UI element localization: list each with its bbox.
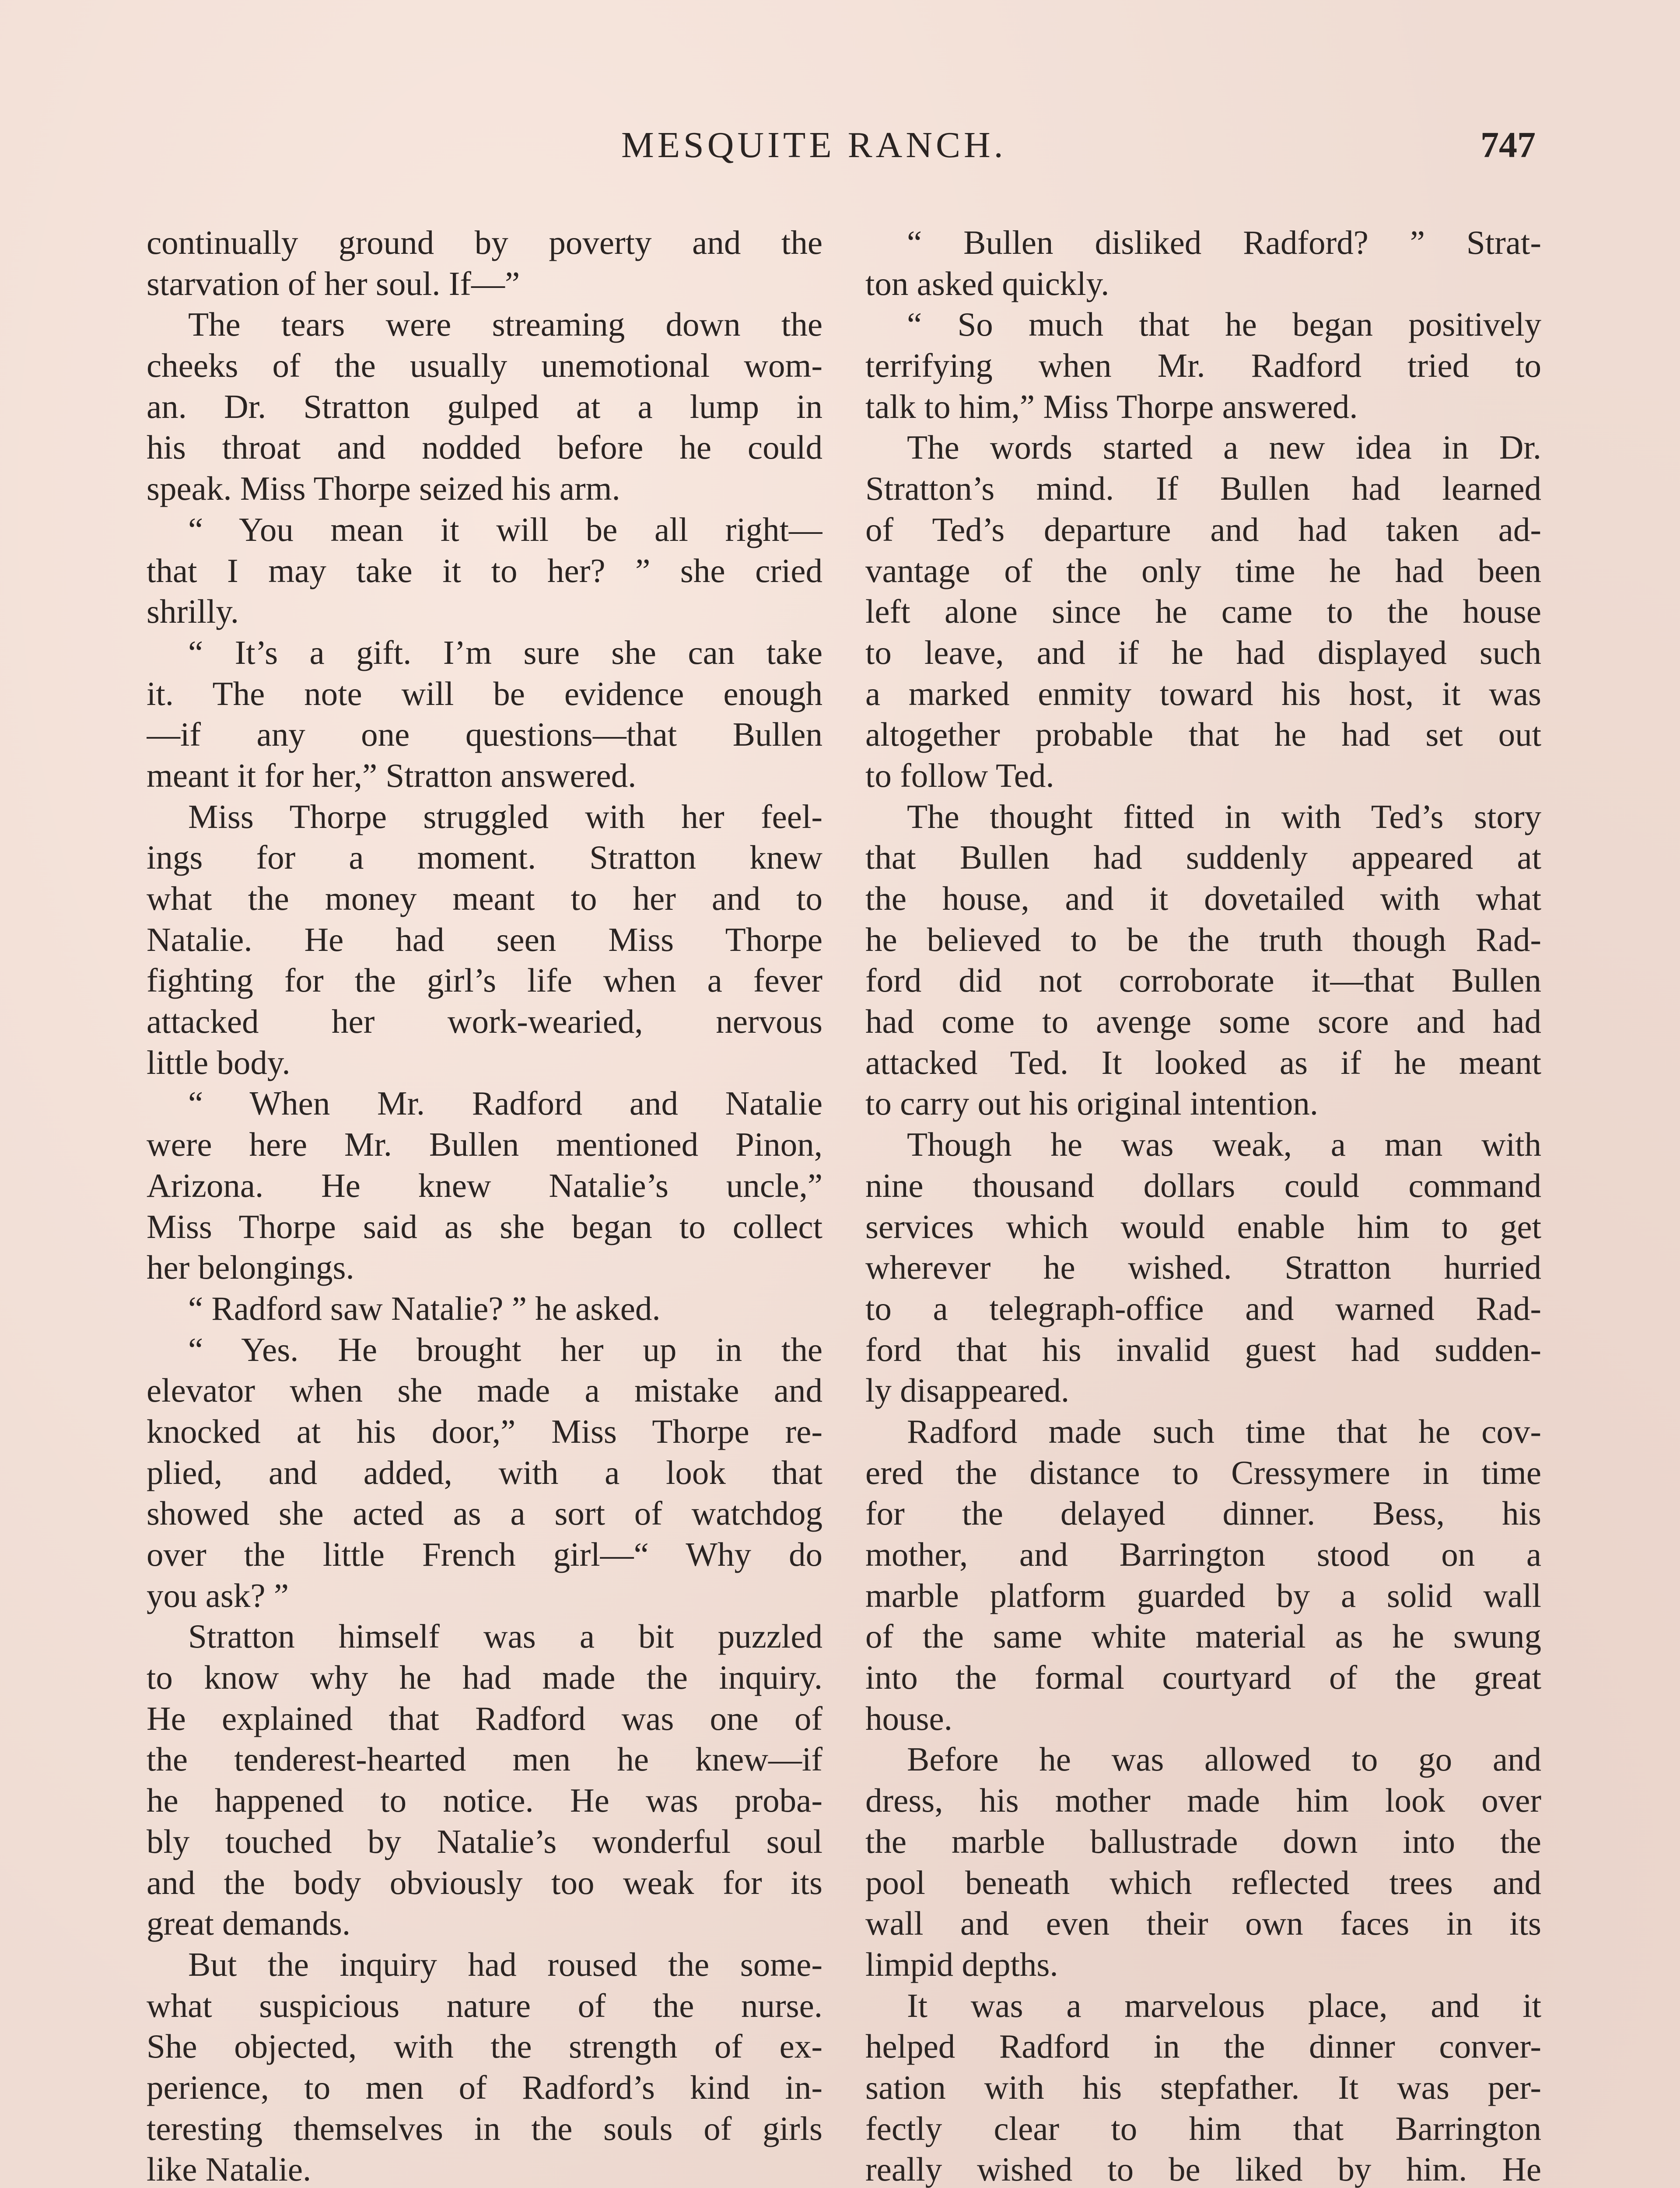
text-line: attacked her work-wearied, nervous xyxy=(147,1003,822,1041)
text-line: marble platform guarded by a solid wall xyxy=(865,1576,1541,1614)
text-line: speak. Miss Thorpe seized his arm. xyxy=(147,470,620,508)
text-line: knocked at his door,” Miss Thorpe re- xyxy=(147,1412,822,1450)
text-line: ly disappeared. xyxy=(865,1371,1070,1410)
running-title: MESQUITE RANCH. xyxy=(621,125,1007,165)
text-line: plied, and added, with a look that xyxy=(147,1453,822,1491)
text-line: But the inquiry had roused the some- xyxy=(188,1945,822,1983)
text-line: Stratton himself was a bit puzzled xyxy=(188,1617,822,1655)
text-line: Radford made such time that he cov- xyxy=(907,1412,1541,1450)
text-line: of the same white material as he swung xyxy=(865,1617,1541,1655)
text-line: Though he was weak, a man with xyxy=(907,1126,1541,1164)
text-line: fectly clear to him that Barrington xyxy=(865,2109,1541,2147)
text-line: “ Yes. He brought her up in the xyxy=(188,1330,822,1368)
text-line: that Bullen had suddenly appeared at xyxy=(865,838,1541,877)
text-line: Natalie. He had seen Miss Thorpe xyxy=(147,920,822,958)
text-line: left alone since he came to the house xyxy=(865,593,1541,631)
text-line: little body. xyxy=(147,1043,290,1081)
text-line: Arizona. He knew Natalie’s uncle,” xyxy=(147,1166,822,1204)
text-line: limpid depths. xyxy=(865,1945,1058,1983)
text-line: The tears were streaming down the xyxy=(188,305,822,344)
text-line: teresting themselves in the souls of girls xyxy=(147,2109,822,2147)
page-number: 747 xyxy=(1480,125,1536,165)
text-line: he believed to be the truth though Rad- xyxy=(865,920,1541,958)
text-line: shrilly. xyxy=(147,593,239,631)
text-line: to leave, and if he had displayed such xyxy=(865,633,1541,671)
text-line: helped Radford in the dinner conver- xyxy=(865,2027,1541,2065)
text-line: He explained that Radford was one of xyxy=(147,1699,822,1737)
text-line: of Ted’s departure and had taken ad- xyxy=(865,510,1541,548)
text-line: house. xyxy=(865,1699,952,1737)
text-line: “ It’s a gift. I’m sure she can take xyxy=(188,633,822,671)
text-line: starvation of her soul. If—” xyxy=(147,264,520,302)
text-line: into the formal courtyard of the great xyxy=(865,1659,1541,1697)
text-line: his throat and nodded before he could xyxy=(147,428,822,466)
text-line: her belongings. xyxy=(147,1248,354,1287)
text-line: you ask? ” xyxy=(147,1576,289,1614)
text-line: mother, and Barrington stood on a xyxy=(865,1536,1541,1573)
text-line: The words started a new idea in Dr. xyxy=(907,428,1541,466)
text-line: to follow Ted. xyxy=(865,756,1054,794)
text-line: ford did not corroborate it—that Bullen xyxy=(865,961,1541,999)
text-line: cheeks of the usually unemotional wom- xyxy=(147,347,822,385)
text-line: meant it for her,” Stratton answered. xyxy=(147,756,637,794)
text-line: a marked enmity toward his host, it was xyxy=(865,674,1541,712)
right-text-column xyxy=(865,222,1541,2188)
text-line: wherever he wished. Stratton hurried xyxy=(865,1248,1541,1287)
text-line: “ When Mr. Radford and Natalie xyxy=(188,1084,822,1122)
text-line: Miss Thorpe struggled with her feel- xyxy=(188,797,822,835)
text-line: over the little French girl—“ Why do xyxy=(147,1536,822,1573)
text-line: bly touched by Natalie’s wonderful soul xyxy=(147,1822,822,1860)
text-line: wall and even their own faces in its xyxy=(865,1904,1541,1943)
text-line: ford that his invalid guest had sudden- xyxy=(865,1330,1541,1368)
text-line: great demands. xyxy=(147,1904,351,1943)
text-line: sation with his stepfather. It was per- xyxy=(865,2068,1541,2106)
text-line: for the delayed dinner. Bess, his xyxy=(865,1494,1541,1532)
text-line: ered the distance to Cressymere in time xyxy=(865,1453,1541,1491)
text-line: perience, to men of Radford’s kind in- xyxy=(147,2068,822,2106)
text-line: “ Radford saw Natalie? ” he asked. xyxy=(188,1289,661,1327)
text-line: had come to avenge some score and had xyxy=(865,1003,1541,1041)
text-line: to a telegraph-office and warned Rad- xyxy=(865,1289,1541,1327)
text-line: She objected, with the strength of ex- xyxy=(147,2027,822,2065)
text-line: an. Dr. Stratton gulped at a lump in xyxy=(147,387,822,425)
text-line: terrifying when Mr. Radford tried to xyxy=(865,347,1541,385)
text-line: and the body obviously too weak for its xyxy=(147,1863,822,1901)
text-line: like Natalie. xyxy=(147,2150,312,2188)
text-line: dress, his mother made him look over xyxy=(865,1781,1541,1820)
text-line: Stratton’s mind. If Bullen had learned xyxy=(865,470,1541,508)
text-line: what suspicious nature of the nurse. xyxy=(147,1986,822,2024)
text-line: he happened to notice. He was proba- xyxy=(147,1781,822,1820)
text-line: to know why he had made the inquiry. xyxy=(147,1659,822,1697)
text-line: fighting for the girl’s life when a fever xyxy=(147,961,822,999)
text-line: “ Bullen disliked Radford? ” Strat- xyxy=(907,224,1541,261)
text-line: —if any one questions—that Bullen xyxy=(147,715,822,754)
text-line: The thought fitted in with Ted’s story xyxy=(907,797,1541,835)
text-line: Before he was allowed to go and xyxy=(907,1740,1541,1778)
text-line: Miss Thorpe said as she began to collect xyxy=(147,1207,822,1245)
text-line: to carry out his original intention. xyxy=(865,1084,1319,1122)
text-line: altogether probable that he had set out xyxy=(865,715,1541,754)
text-line: continually ground by poverty and the xyxy=(147,224,822,261)
text-line: really wished to be liked by him. He xyxy=(865,2150,1541,2188)
text-line: what the money meant to her and to xyxy=(147,880,822,917)
text-line: “ You mean it will be all right— xyxy=(188,510,822,548)
text-line: attacked Ted. It looked as if he meant xyxy=(865,1043,1541,1081)
text-line: ings for a moment. Stratton knew xyxy=(147,838,822,877)
text-line: nine thousand dollars could command xyxy=(865,1166,1541,1204)
text-line: “ So much that he began positively xyxy=(907,305,1541,344)
text-line: the marble ballustrade down into the xyxy=(865,1822,1541,1860)
text-line: talk to him,” Miss Thorpe answered. xyxy=(865,387,1358,425)
text-line: It was a marvelous place, and it xyxy=(907,1986,1541,2024)
text-line: pool beneath which reflected trees and xyxy=(865,1863,1541,1901)
text-line: services which would enable him to get xyxy=(865,1207,1541,1245)
text-line: were here Mr. Bullen mentioned Pinon, xyxy=(147,1126,822,1164)
left-text-column xyxy=(147,222,822,2188)
text-line: elevator when she made a mistake and xyxy=(147,1371,822,1410)
text-line: the house, and it dovetailed with what xyxy=(865,880,1541,917)
text-line: showed she acted as a sort of watchdog xyxy=(147,1494,822,1532)
text-line: that I may take it to her? ” she cried xyxy=(147,551,822,589)
text-line: vantage of the only time he had been xyxy=(865,551,1541,589)
text-line: ton asked quickly. xyxy=(865,264,1110,302)
text-line: the tenderest-hearted men he knew—if xyxy=(147,1740,822,1778)
text-line: it. The note will be evidence enough xyxy=(147,674,822,712)
